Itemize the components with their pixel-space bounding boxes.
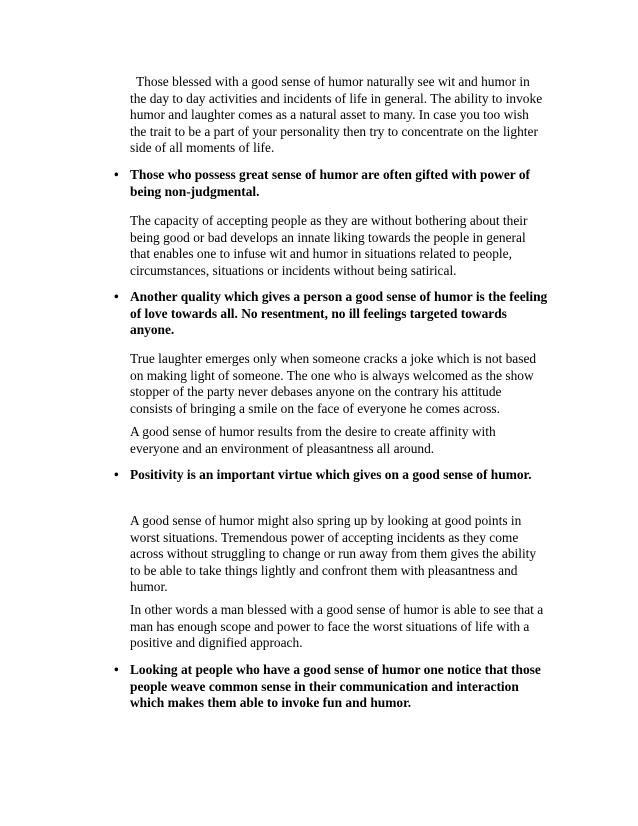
section-3-paragraph-1: A good sense of humor might also spring up by looking at good points in worst situations. Tremendous power of accepting incidents as they come across without struggling to change or run away from them gives the ability to be able to take things lightly and confront them with pleasantness and humor.	[130, 513, 537, 594]
intro-paragraph: Those blessed with a good sense of humor naturally see wit and humor in the day to day activities and incidents of life in general. The ability to invoke humor and laughter comes as a natural asset to many. In case you too wish the trait to be a part of your personality then try to concentrate on the lighter side of all moments of life.	[130, 74, 543, 155]
section-4-heading: Looking at people who have a good sense of humor one notice that those people weave common sense in their communication and interaction which makes them able to invoke fun and humor.	[130, 662, 541, 710]
section-1-heading: Those who possess great sense of humor are often gifted with power of being non-judgmental.	[130, 167, 530, 199]
bullet-3: •	[114, 467, 119, 482]
section-1-paragraph-1: The capacity of accepting people as they are without bothering about their being good or bad develops an innate liking towards the people in general that enables one to infuse wit and humor in situations related to people, circumstances, situations or incidents without being satirical.	[130, 213, 528, 278]
section-2-paragraph-1: True laughter emerges only when someone cracks a joke which is not based on making light of someone. The one who is always welcomed as the show stopper of the party never debases anyone on the contrary his attitude consists of bringing a smile on the face of everyone he comes across.	[130, 351, 537, 416]
section-2-paragraph-2: A good sense of humor results from the desire to create affinity with everyone and an environment of pleasantness all around.	[130, 424, 496, 456]
bullet-2: •	[114, 289, 119, 304]
section-2-heading: Another quality which gives a person a good sense of humor is the feeling of love towards all. No resentment, no ill feelings targeted towards anyone.	[130, 289, 548, 337]
bullet-4: •	[114, 662, 119, 677]
section-3-paragraph-2: In other words a man blessed with a good sense of humor is able to see that a man has enough scope and power to face the worst situations of life with a positive and dignified approach.	[130, 602, 544, 650]
section-3-heading: Positivity is an important virtue which gives on a good sense of humor.	[130, 467, 532, 482]
bullet-1: •	[114, 167, 119, 182]
